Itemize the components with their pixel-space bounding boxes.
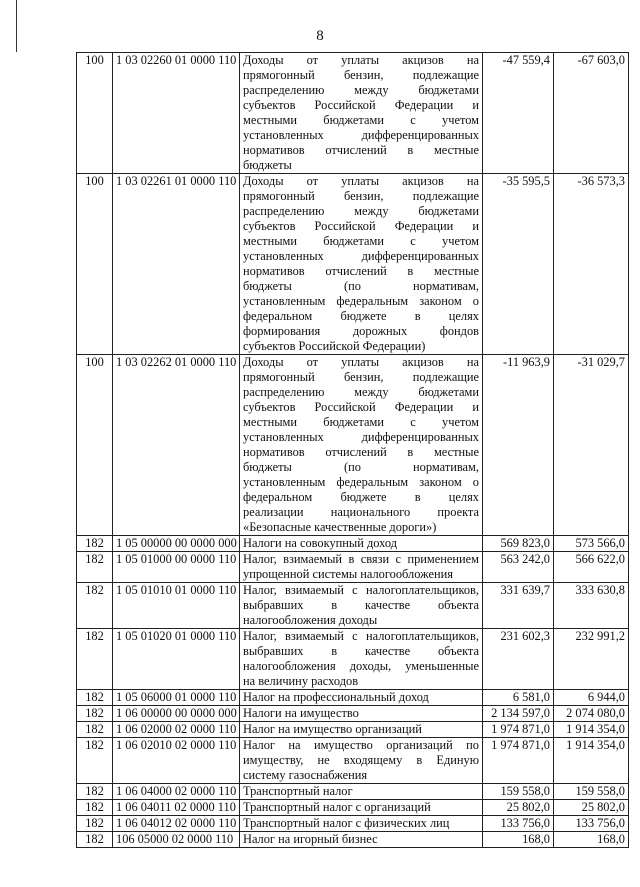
revenue-name-line: субъектов Российской Федерации и [243, 400, 479, 414]
admin-code-cell: 182 [77, 800, 113, 816]
budget-revenue-table [76, 52, 629, 848]
revenue-name-line: «Безопасные качественные дороги») [243, 520, 437, 534]
revenue-name-line: субъектов Российской Федерации и [243, 98, 479, 112]
amount-year1-cell: 25 802,0 [483, 800, 554, 816]
amount-year2-cell: 2 074 080,0 [554, 706, 629, 722]
revenue-name-cell [240, 832, 483, 848]
revenue-name-line: установленных дифференцированных [243, 128, 479, 142]
revenue-name-line: Налог на профессиональный доход [243, 690, 429, 704]
amount-year1-cell: 563 242,0 [483, 552, 554, 583]
revenue-name-line: бюджеты [243, 158, 292, 172]
amount-year2-cell: 159 558,0 [554, 784, 629, 800]
revenue-name-line: Транспортный налог [243, 784, 353, 798]
amount-year2-cell: 573 566,0 [554, 536, 629, 552]
revenue-name-cell [240, 784, 483, 800]
revenue-name-line: нормативов отчислений в местные [243, 445, 479, 459]
revenue-name-line: реализации национального проекта [243, 505, 479, 519]
table-row [77, 174, 629, 355]
revenue-name-line: Налог на игорный бизнес [243, 832, 378, 846]
revenue-name-line: упрощенной системы налогообложения [243, 567, 453, 581]
table-body [77, 53, 629, 848]
budget-code-cell: 1 06 04000 02 0000 110 [113, 784, 240, 800]
revenue-name-cell [240, 816, 483, 832]
admin-code-cell: 182 [77, 784, 113, 800]
revenue-name-line: местными бюджетами с учетом [243, 113, 479, 127]
admin-code-cell: 182 [77, 583, 113, 629]
revenue-name-line: установленным федеральным законом о [243, 294, 479, 308]
table-row [77, 816, 629, 832]
revenue-name-line: бюджеты (по нормативам, [243, 279, 479, 293]
revenue-name-line: прямогонный бензин, подлежащие [243, 68, 479, 82]
table-row [77, 629, 629, 690]
revenue-name-line: федеральном бюджете в целях [243, 309, 479, 323]
revenue-name-line: Доходы от уплаты акцизов на [243, 53, 479, 67]
table-row [77, 53, 629, 174]
page-number: 8 [316, 28, 324, 44]
revenue-name-cell [240, 174, 483, 355]
amount-year2-cell: -31 029,7 [554, 355, 629, 536]
revenue-name-line: установленным федеральным законом о [243, 475, 479, 489]
amount-year2-cell: 133 756,0 [554, 816, 629, 832]
revenue-name-line: распределению между бюджетами [243, 83, 479, 97]
revenue-name-line: налогообложения доходы, уменьшенные [243, 659, 479, 673]
revenue-name-line: Доходы от уплаты акцизов на [243, 355, 479, 369]
amount-year1-cell: 159 558,0 [483, 784, 554, 800]
admin-code-cell: 100 [77, 53, 113, 174]
amount-year2-cell: 566 622,0 [554, 552, 629, 583]
amount-year2-cell: 333 630,8 [554, 583, 629, 629]
revenue-name-line: субъектов Российской Федерации) [243, 339, 426, 353]
amount-year1-cell: 1 974 871,0 [483, 738, 554, 784]
table-row [77, 355, 629, 536]
amount-year1-cell: 231 602,3 [483, 629, 554, 690]
admin-code-cell: 182 [77, 706, 113, 722]
table-row [77, 706, 629, 722]
budget-code-cell: 1 06 04011 02 0000 110 [113, 800, 240, 816]
revenue-name-line: нормативов отчислений в местные [243, 264, 479, 278]
revenue-name-line: на величину расходов [243, 674, 359, 688]
revenue-name-line: налогообложения доходы [243, 613, 378, 627]
amount-year2-cell: 232 991,2 [554, 629, 629, 690]
table-row [77, 552, 629, 583]
admin-code-cell: 182 [77, 629, 113, 690]
admin-code-cell: 182 [77, 536, 113, 552]
admin-code-cell: 182 [77, 552, 113, 583]
revenue-name-line: распределению между бюджетами [243, 204, 479, 218]
revenue-name-line: формирования дорожных фондов [243, 324, 479, 338]
amount-year1-cell: 6 581,0 [483, 690, 554, 706]
amount-year1-cell: 569 823,0 [483, 536, 554, 552]
revenue-name-line: бюджеты (по нормативам, [243, 460, 479, 474]
admin-code-cell: 182 [77, 832, 113, 848]
amount-year2-cell: -36 573,3 [554, 174, 629, 355]
admin-code-cell: 182 [77, 738, 113, 784]
table-row [77, 784, 629, 800]
revenue-name-line: распределению между бюджетами [243, 385, 479, 399]
revenue-name-line: Транспортный налог с организаций [243, 800, 431, 814]
amount-year1-cell: 168,0 [483, 832, 554, 848]
budget-code-cell: 1 03 02261 01 0000 110 [113, 174, 240, 355]
revenue-name-line: местными бюджетами с учетом [243, 234, 479, 248]
revenue-name-line: установленных дифференцированных [243, 249, 479, 263]
budget-code-cell: 1 05 01010 01 0000 110 [113, 583, 240, 629]
revenue-name-line: прямогонный бензин, подлежащие [243, 370, 479, 384]
revenue-name-cell [240, 629, 483, 690]
revenue-name-line: Налоги на совокупный доход [243, 536, 398, 550]
budget-code-cell: 1 06 00000 00 0000 000 [113, 706, 240, 722]
admin-code-cell: 100 [77, 355, 113, 536]
amount-year2-cell: 6 944,0 [554, 690, 629, 706]
budget-code-cell: 1 03 02260 01 0000 110 [113, 53, 240, 174]
revenue-name-line: выбравших в качестве объекта [243, 598, 479, 612]
amount-year1-cell: 331 639,7 [483, 583, 554, 629]
admin-code-cell: 182 [77, 816, 113, 832]
amount-year2-cell: 168,0 [554, 832, 629, 848]
revenue-name-line: Налог на имущество организаций по [243, 738, 479, 752]
revenue-name-line: выбравших в качестве объекта [243, 644, 479, 658]
amount-year1-cell: -35 595,5 [483, 174, 554, 355]
revenue-name-cell [240, 583, 483, 629]
revenue-name-cell [240, 53, 483, 174]
revenue-name-cell [240, 355, 483, 536]
revenue-name-line: Налог на имущество организаций [243, 722, 422, 736]
admin-code-cell: 182 [77, 722, 113, 738]
budget-code-cell: 1 06 04012 02 0000 110 [113, 816, 240, 832]
revenue-name-line: Налоги на имущество [243, 706, 359, 720]
revenue-name-line: Налог, взимаемый в связи с применением [243, 552, 479, 566]
revenue-name-line: имуществу, не входящему в Единую [243, 753, 479, 767]
revenue-name-line: Транспортный налог с физических лиц [243, 816, 450, 830]
revenue-name-line: федеральном бюджете в целях [243, 490, 479, 504]
revenue-name-cell [240, 800, 483, 816]
amount-year1-cell: -11 963,9 [483, 355, 554, 536]
budget-code-cell: 1 05 00000 00 0000 000 [113, 536, 240, 552]
budget-code-cell: 1 06 02010 02 0000 110 [113, 738, 240, 784]
table-row [77, 738, 629, 784]
revenue-name-line: Налог, взимаемый с налогоплательщиков, [243, 583, 479, 597]
amount-year1-cell: 133 756,0 [483, 816, 554, 832]
budget-code-cell: 1 05 01000 00 0000 110 [113, 552, 240, 583]
table-row [77, 690, 629, 706]
revenue-name-line: прямогонный бензин, подлежащие [243, 189, 479, 203]
admin-code-cell: 100 [77, 174, 113, 355]
amount-year2-cell: 25 802,0 [554, 800, 629, 816]
revenue-name-cell [240, 552, 483, 583]
budget-code-cell: 1 05 06000 01 0000 110 [113, 690, 240, 706]
revenue-name-line: систему газоснабжения [243, 768, 368, 782]
revenue-name-line: установленных дифференцированных [243, 430, 479, 444]
amount-year2-cell: 1 914 354,0 [554, 722, 629, 738]
revenue-name-line: Доходы от уплаты акцизов на [243, 174, 479, 188]
amount-year2-cell: 1 914 354,0 [554, 738, 629, 784]
budget-code-cell: 1 05 01020 01 0000 110 [113, 629, 240, 690]
amount-year2-cell: -67 603,0 [554, 53, 629, 174]
revenue-name-cell [240, 738, 483, 784]
table-row [77, 536, 629, 552]
table-row [77, 800, 629, 816]
revenue-name-cell [240, 706, 483, 722]
budget-code-cell: 1 03 02262 01 0000 110 [113, 355, 240, 536]
revenue-name-line: нормативов отчислений в местные [243, 143, 479, 157]
revenue-name-line: местными бюджетами с учетом [243, 415, 479, 429]
budget-code-cell: 106 05000 02 0000 110 [113, 832, 240, 848]
revenue-name-line: субъектов Российской Федерации и [243, 219, 479, 233]
table-row [77, 832, 629, 848]
budget-code-cell: 1 06 02000 02 0000 110 [113, 722, 240, 738]
table-row [77, 722, 629, 738]
revenue-name-cell [240, 722, 483, 738]
amount-year1-cell: 1 974 871,0 [483, 722, 554, 738]
table-row [77, 583, 629, 629]
revenue-name-cell [240, 690, 483, 706]
revenue-name-cell [240, 536, 483, 552]
admin-code-cell: 182 [77, 690, 113, 706]
amount-year1-cell: -47 559,4 [483, 53, 554, 174]
amount-year1-cell: 2 134 597,0 [483, 706, 554, 722]
revenue-name-line: Налог, взимаемый с налогоплательщиков, [243, 629, 479, 643]
